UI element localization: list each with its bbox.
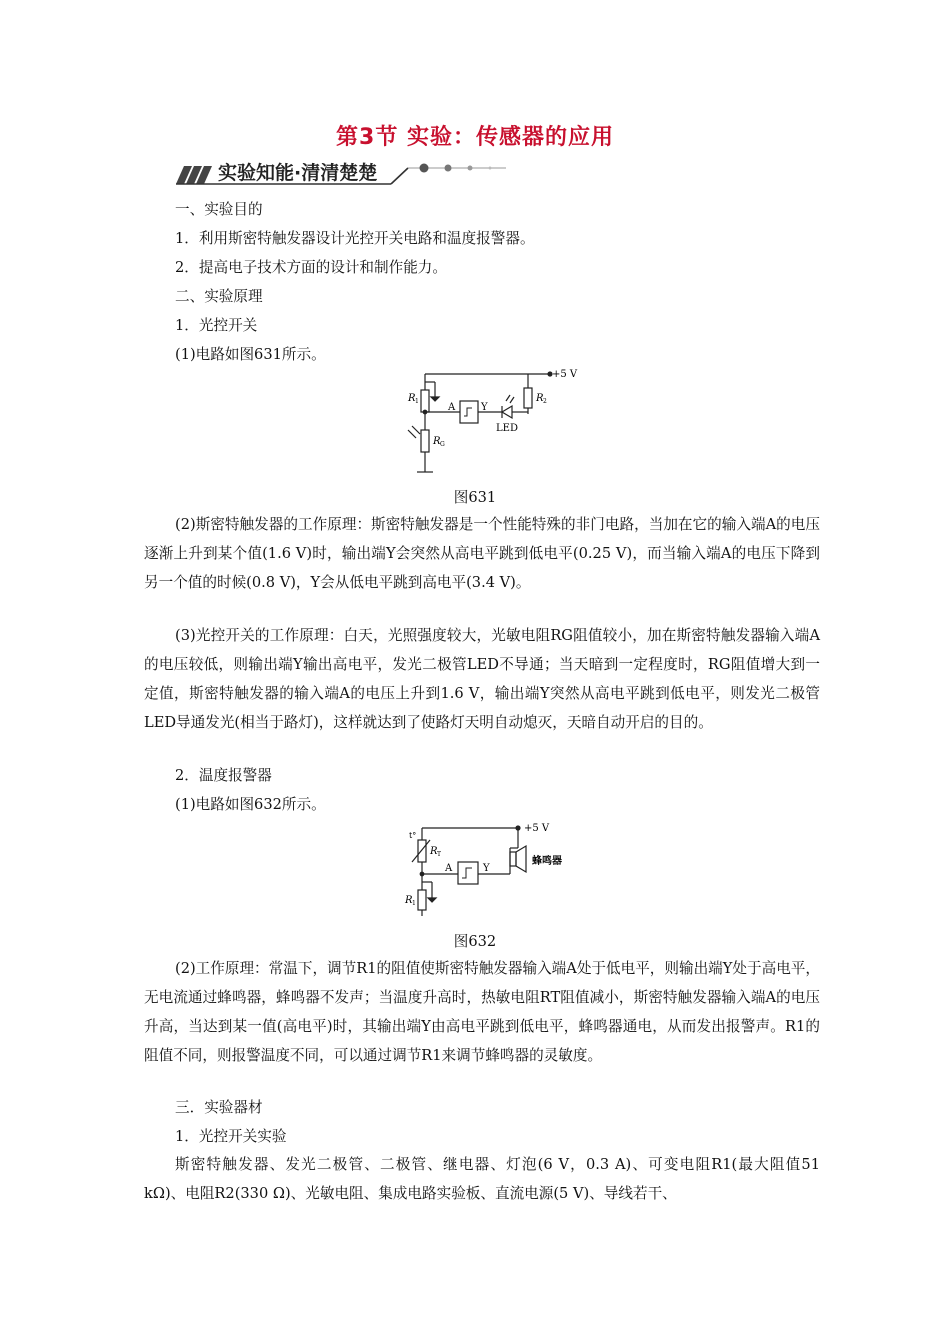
fig632-buzzer: 蜂鸣器 <box>532 856 562 867</box>
fig631-led: LED <box>496 423 518 434</box>
figure-631-caption: 图631 <box>453 489 497 506</box>
page-title: 第3节 实验：传感器的应用 <box>336 125 614 150</box>
heading-principle: 二、实验原理 <box>175 288 263 305</box>
fig632-rt-sub: T <box>437 851 442 858</box>
fig632-r1-sub: 1 <box>412 900 416 907</box>
paragraph-materials: 斯密特触发器、发光二极管、二极管、继电器、灯泡(6 V，0.3 A)、可变电阻R1(最大阻值51 kΩ)、电阻R2(330 Ω)、光敏电阻、集成电路实验板、直流电源(5 V)、导线若干、 <box>144 1156 820 1202</box>
circuit-intro-1: (1)电路如图631所示。 <box>175 346 326 363</box>
fig631-r2-sub: 2 <box>543 398 547 405</box>
fig632-a: A <box>445 863 453 874</box>
subheading-light-switch-experiment: 1．光控开关实验 <box>175 1128 287 1145</box>
subheading-light-switch: 1．光控开关 <box>175 317 258 334</box>
fig631-vplus: +5 V <box>552 369 578 380</box>
fig632-rt: R <box>430 846 438 857</box>
paragraph-light-switch-principle: (3)光控开关的工作原理：白天，光照强度较大，光敏电阻RG阻值较小，加在斯密特触发器输入端A的电压较低，则输出端Y输出高电平，发光二极管LED不导通；当天暗到一定程度时，RG阻值增大到一定值，斯密特触发器的输入端A的电压上升到1.6 V，输出端Y突然从高电平跳到低电平，则发光二极管LED导通发光(相当于路灯)，这样就达到了使路灯天明自动熄灭，天暗自动开启的目的。 <box>144 627 820 731</box>
fig631-r2: R <box>536 393 544 404</box>
fig631-r1: R <box>408 393 416 404</box>
figure-632-caption: 图632 <box>453 933 497 950</box>
banner-label: 实验知能·清清楚楚 <box>218 162 378 184</box>
fig632-temp: t° <box>409 831 417 840</box>
heading-purpose: 一、实验目的 <box>175 201 263 218</box>
fig632-vplus: +5 V <box>524 823 550 834</box>
purpose-item-2: 2．提高电子技术方面的设计和制作能力。 <box>175 259 447 276</box>
section-banner <box>176 156 736 186</box>
fig631-r1-sub: 1 <box>415 398 419 405</box>
fig632-r1: R <box>405 895 413 906</box>
paragraph-alarm-principle: (2)工作原理：常温下，调节R1的阻值使斯密特触发器输入端A处于低电平，则输出端Y处于高电平，无电流通过蜂鸣器，蜂鸣器不发声；当温度升高时，热敏电阻RT阻值减小，斯密特触发器输入端A的电压升高，当达到某一值(高电平)时，其输出端Y由高电平跳到低电平，蜂鸣器通电，从而发出报警声。R1的阻值不同，则报警温度不同，可以通过调节R1来调节蜂鸣器的灵敏度。 <box>144 960 820 1064</box>
fig631-rg: R <box>433 436 441 447</box>
circuit-intro-2: (1)电路如图632所示。 <box>175 796 326 813</box>
fig631-rg-sub: G <box>440 441 445 448</box>
circuit-diagram-631 <box>400 364 590 480</box>
heading-equipment: 三．实验器材 <box>175 1099 263 1116</box>
paragraph-trigger-principle: (2)斯密特触发器的工作原理：斯密特触发器是一个性能特殊的非门电路，当加在它的输入端A的电压逐渐上升到某个值(1.6 V)时，输出端Y会突然从高电平跳到低电平(0.25 V)，而当输入端A的电压下降到另一个值的时候(0.8 V)，Y会从低电平跳到高电平(3.4 V)。 <box>144 516 820 591</box>
subheading-temperature-alarm: 2．温度报警器 <box>175 767 272 784</box>
fig631-y: Y <box>481 402 488 413</box>
fig631-a: A <box>448 402 456 413</box>
purpose-item-1: 1．利用斯密特触发器设计光控开关电路和温度报警器。 <box>175 230 535 247</box>
fig632-y: Y <box>483 863 490 874</box>
circuit-diagram-632 <box>400 818 590 918</box>
